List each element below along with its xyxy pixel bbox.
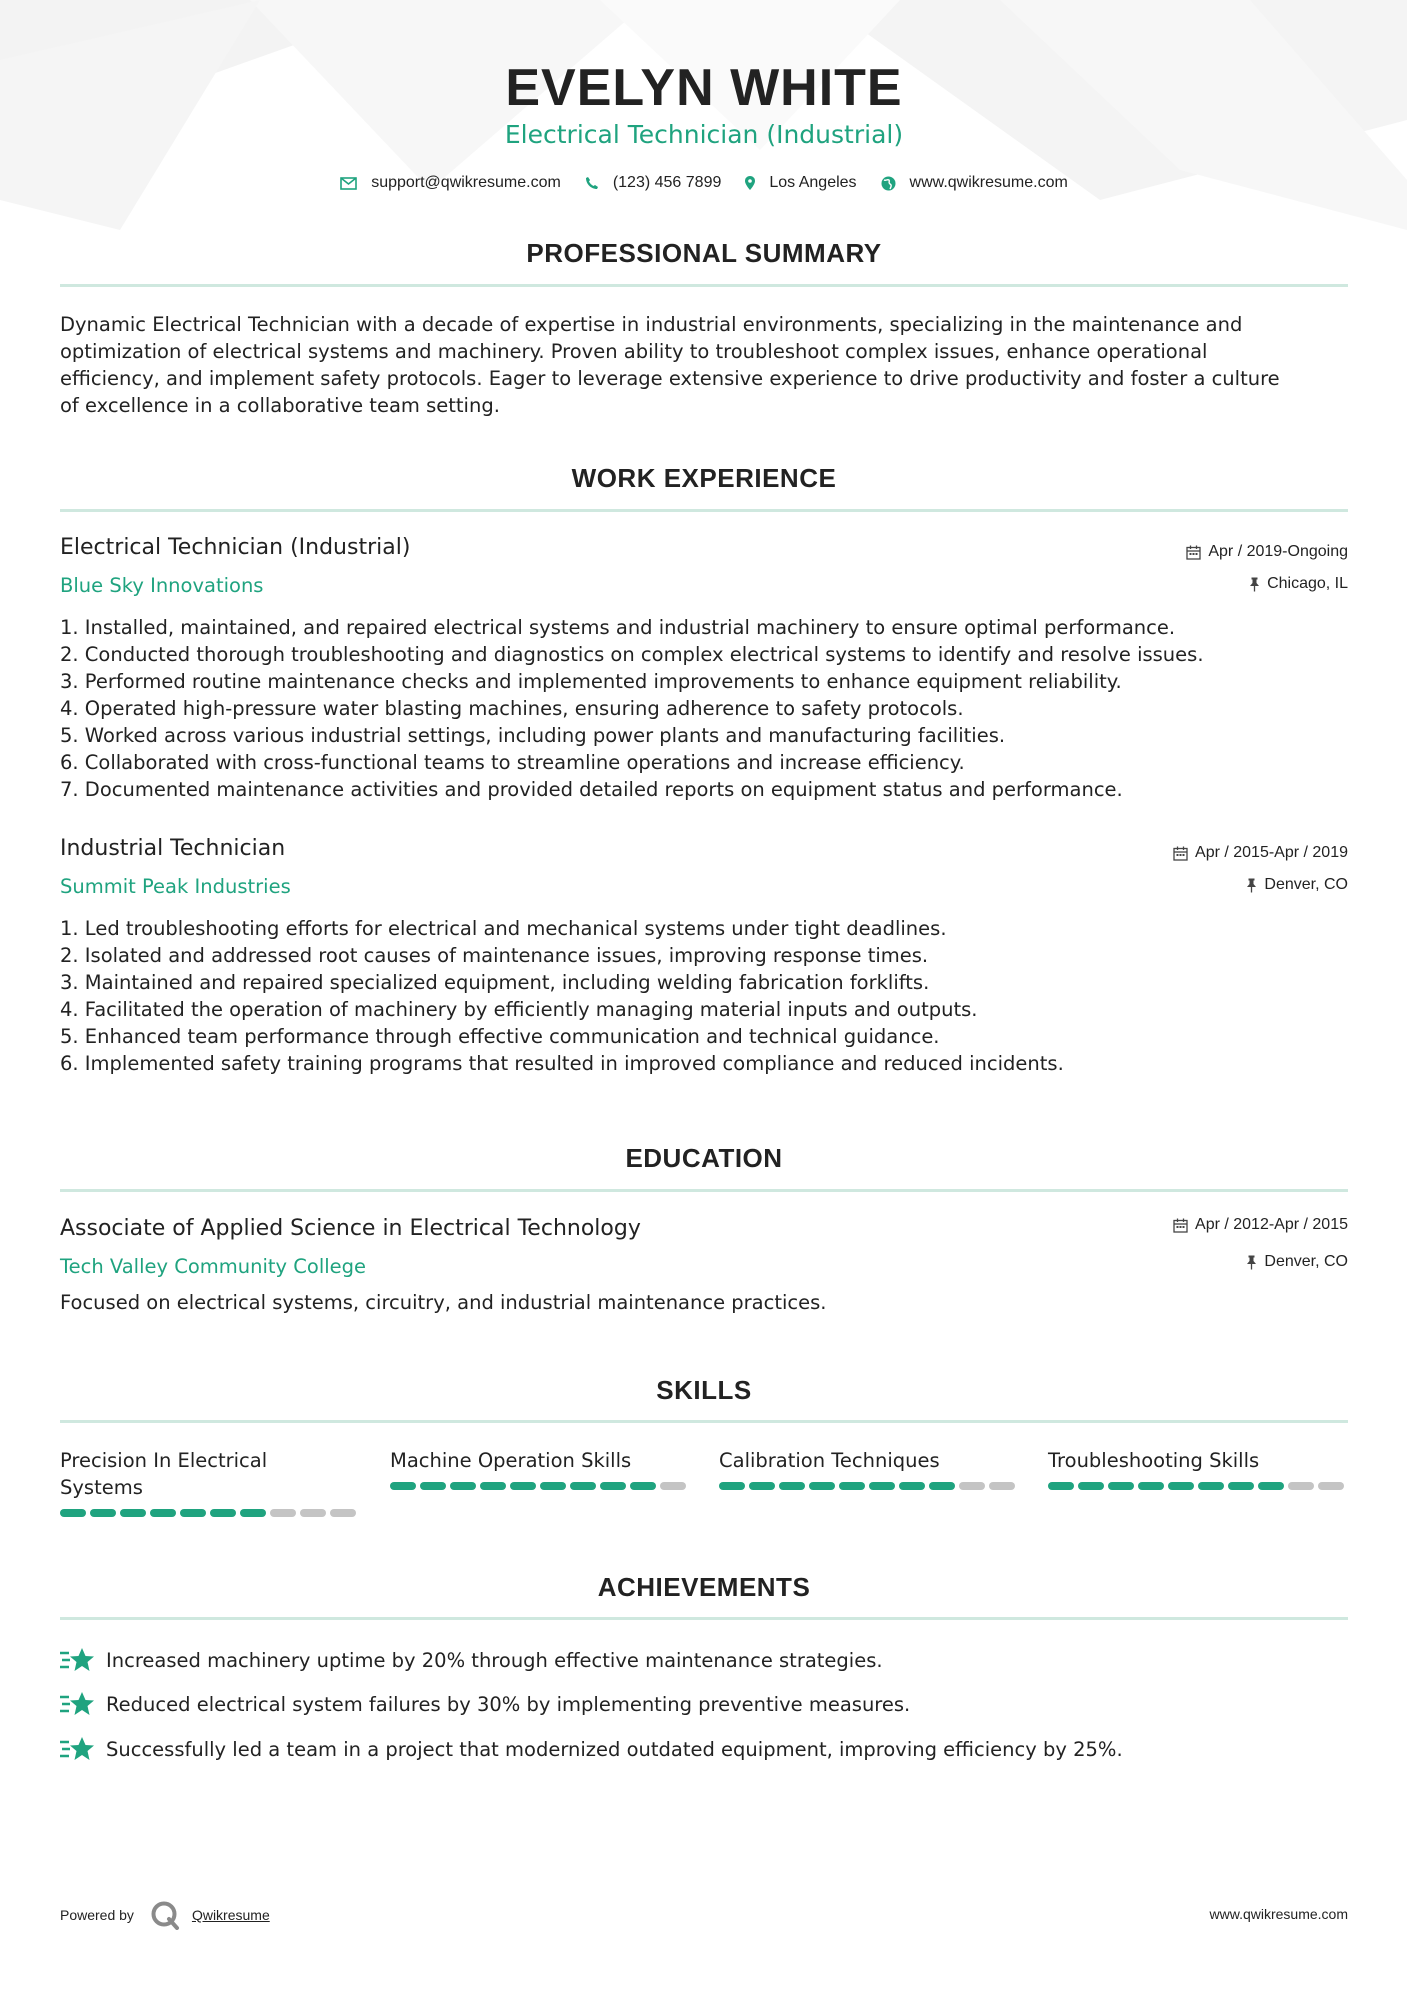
skill-segment-filled	[390, 1482, 416, 1490]
dates-text: Apr / 2019-Ongoing	[1208, 543, 1348, 560]
skill-segment-filled	[240, 1509, 266, 1517]
skill-segment-filled	[90, 1509, 116, 1517]
skill-segment-empty	[270, 1509, 296, 1517]
location-text: Denver, CO	[1264, 876, 1348, 893]
achievement-text: Successfully led a team in a project that modernized outdated equipment, improving efficiency by 25%.	[106, 1737, 1123, 1761]
location-text: Los Angeles	[769, 174, 857, 191]
skill-name-line: Calibration Techniques	[719, 1449, 940, 1472]
skill-item	[719, 1447, 1019, 1490]
achievements-divider	[60, 1617, 1348, 1620]
list-item: 3. Performed routine maintenance checks and implemented improvements to enhance equipment reliability.	[60, 670, 1122, 693]
education-location	[1246, 1253, 1348, 1271]
skill-segment-empty	[1318, 1482, 1344, 1490]
skill-segment-empty	[1288, 1482, 1314, 1490]
skill-name	[60, 1447, 360, 1501]
contact-website[interactable]	[881, 174, 1068, 192]
list-item: 6. Collaborated with cross-functional teams to streamline operations and increase efficiency.	[60, 751, 965, 774]
achievement-text: Reduced electrical system failures by 30% by implementing preventive measures.	[106, 1692, 911, 1716]
skill-name-line: Systems	[60, 1476, 143, 1499]
skill-segment-empty	[330, 1509, 356, 1517]
qwikresume-logo-icon	[150, 1900, 180, 1930]
pushpin-icon	[1246, 878, 1257, 893]
footer-powered-by	[60, 1900, 270, 1930]
skill-item	[390, 1447, 690, 1490]
list-item: 6. Implemented safety training programs that resulted in improved compliance and reduced incidents.	[60, 1052, 1064, 1075]
skill-segment-filled	[899, 1482, 925, 1490]
achievement-item	[60, 1690, 910, 1718]
list-item: 7. Documented maintenance activities and provided detailed reports on equipment status and performance.	[60, 778, 1123, 801]
skill-segment-filled	[630, 1482, 656, 1490]
school-name: Tech Valley Community College	[60, 1255, 367, 1278]
skill-segment-filled	[1078, 1482, 1104, 1490]
calendar-icon	[1173, 1218, 1188, 1233]
education-description: Focused on electrical systems, circuitry, and industrial maintenance practices.	[60, 1291, 827, 1314]
achievement-text: Increased machinery uptime by 20% through effective maintenance strategies.	[106, 1648, 883, 1672]
skill-segment-filled	[600, 1482, 626, 1490]
skill-rating-bar	[390, 1482, 690, 1490]
contact-location	[745, 174, 856, 192]
achievement-item	[60, 1735, 1123, 1763]
list-item: 5. Worked across various industrial settings, including power plants and manufacturing facilities.	[60, 724, 1006, 747]
pushpin-icon	[1246, 1255, 1257, 1270]
skill-name	[1048, 1447, 1348, 1474]
skill-segment-empty	[300, 1509, 326, 1517]
shooting-star-icon	[60, 1690, 96, 1718]
shooting-star-icon	[60, 1735, 96, 1763]
skill-segment-filled	[869, 1482, 895, 1490]
globe-icon	[881, 176, 896, 191]
job-title: Industrial Technician	[60, 836, 286, 861]
skill-item	[60, 1447, 360, 1517]
job-title: Electrical Technician (Industrial)	[60, 535, 411, 560]
skill-name-line: Machine Operation Skills	[390, 1449, 632, 1472]
skill-segment-filled	[719, 1482, 745, 1490]
qwikresume-link[interactable]: Qwikresume	[191, 1907, 270, 1923]
job-responsibilities	[60, 915, 1348, 1077]
degree-title: Associate of Applied Science in Electrical Technology	[60, 1216, 641, 1241]
skills-divider	[60, 1420, 1348, 1423]
candidate-name: EVELYN WHITE	[505, 59, 903, 117]
skill-segment-filled	[929, 1482, 955, 1490]
skill-name-line: Troubleshooting Skills	[1048, 1449, 1260, 1472]
skill-segment-filled	[1168, 1482, 1194, 1490]
envelope-icon	[340, 177, 357, 190]
skill-segment-empty	[989, 1482, 1015, 1490]
skill-segment-filled	[510, 1482, 536, 1490]
education-heading: EDUCATION	[625, 1143, 783, 1173]
location-text: Chicago, IL	[1267, 575, 1348, 592]
skill-segment-filled	[1258, 1482, 1284, 1490]
job-responsibilities	[60, 614, 1348, 803]
skill-name	[390, 1447, 690, 1474]
contact-bar	[60, 174, 1348, 192]
list-item: 1. Led troubleshooting efforts for electrical and mechanical systems under tight deadlines.	[60, 917, 947, 940]
skill-rating-bar	[719, 1482, 1019, 1490]
skill-segment-filled	[779, 1482, 805, 1490]
footer-website-link[interactable]: www.qwikresume.com	[1209, 1906, 1348, 1922]
skill-segment-filled	[1108, 1482, 1134, 1490]
skill-segment-filled	[420, 1482, 446, 1490]
skill-segment-filled	[1138, 1482, 1164, 1490]
skill-item	[1048, 1447, 1348, 1490]
job-dates	[1173, 844, 1348, 862]
phone-text: (123) 456 7899	[612, 174, 722, 191]
contact-phone[interactable]	[585, 174, 722, 192]
job-location	[1246, 876, 1348, 894]
calendar-icon	[1186, 545, 1201, 560]
calendar-icon	[1173, 846, 1188, 861]
candidate-title: Electrical Technician (Industrial)	[504, 120, 904, 149]
dates-text: Apr / 2012-Apr / 2015	[1195, 1216, 1348, 1233]
summary-line: Dynamic Electrical Technician with a decade of expertise in industrial environments, specializing in the maintenance and	[60, 313, 1243, 336]
skill-segment-filled	[839, 1482, 865, 1490]
skill-segment-filled	[60, 1509, 86, 1517]
job-location	[1249, 575, 1348, 593]
skill-segment-filled	[120, 1509, 146, 1517]
location-text: Denver, CO	[1264, 1253, 1348, 1270]
experience-heading: WORK EXPERIENCE	[571, 463, 837, 493]
pushpin-icon	[1249, 577, 1260, 592]
skill-segment-filled	[1228, 1482, 1254, 1490]
skill-segment-filled	[480, 1482, 506, 1490]
list-item: 5. Enhanced team performance through effective communication and technical guidance.	[60, 1025, 940, 1048]
shooting-star-icon	[60, 1646, 96, 1674]
skill-segment-filled	[150, 1509, 176, 1517]
summary-text	[60, 311, 1348, 419]
skill-segment-filled	[809, 1482, 835, 1490]
achievements-heading: ACHIEVEMENTS	[597, 1572, 811, 1602]
list-item: 2. Conducted thorough troubleshooting and diagnostics on complex electrical systems to identify and resolve issues.	[60, 643, 1204, 666]
summary-line: of excellence in a collaborative team setting.	[60, 394, 500, 417]
skill-rating-bar	[1048, 1482, 1348, 1490]
list-item: 4. Facilitated the operation of machinery by efficiently managing material inputs and outputs.	[60, 998, 978, 1021]
skill-segment-filled	[210, 1509, 236, 1517]
skill-segment-empty	[660, 1482, 686, 1490]
skill-segment-filled	[570, 1482, 596, 1490]
education-dates	[1173, 1216, 1348, 1234]
skill-segment-filled	[1198, 1482, 1224, 1490]
summary-line: efficiency, and implement safety protocols. Eager to leverage extensive experience to drive productivity and foster a culture	[60, 367, 1280, 390]
company-name: Summit Peak Industries	[60, 875, 291, 898]
list-item: 4. Operated high-pressure water blasting machines, ensuring adherence to safety protocols.	[60, 697, 964, 720]
skill-segment-filled	[749, 1482, 775, 1490]
experience-divider	[60, 509, 1348, 512]
email-text: support@qwikresume.com	[371, 174, 561, 191]
achievement-item	[60, 1646, 883, 1674]
summary-line: optimization of electrical systems and machinery. Proven ability to troubleshoot complex issues, enhance operational	[60, 340, 1208, 363]
skill-segment-filled	[540, 1482, 566, 1490]
website-text: www.qwikresume.com	[909, 174, 1068, 191]
list-item: 3. Maintained and repaired specialized equipment, including welding fabrication forklifts.	[60, 971, 930, 994]
education-divider	[60, 1189, 1348, 1192]
skill-segment-filled	[180, 1509, 206, 1517]
skill-rating-bar	[60, 1509, 360, 1517]
contact-email[interactable]	[340, 174, 561, 192]
skill-name-line: Precision In Electrical	[60, 1449, 268, 1472]
phone-icon	[585, 176, 599, 190]
skill-segment-empty	[959, 1482, 985, 1490]
skill-segment-filled	[450, 1482, 476, 1490]
skill-segment-filled	[1048, 1482, 1074, 1490]
skill-name	[719, 1447, 1019, 1474]
dates-text: Apr / 2015-Apr / 2019	[1195, 844, 1348, 861]
skills-heading: SKILLS	[656, 1375, 752, 1405]
list-item: 2. Isolated and addressed root causes of maintenance issues, improving response times.	[60, 944, 929, 967]
company-name: Blue Sky Innovations	[60, 574, 264, 597]
list-item: 1. Installed, maintained, and repaired electrical systems and industrial machinery to ensure optimal performance.	[60, 616, 1176, 639]
job-dates	[1186, 543, 1348, 561]
summary-heading: PROFESSIONAL SUMMARY	[526, 238, 882, 268]
powered-by-label: Powered by	[60, 1907, 134, 1923]
summary-divider	[60, 284, 1348, 287]
map-pin-icon	[745, 176, 755, 190]
